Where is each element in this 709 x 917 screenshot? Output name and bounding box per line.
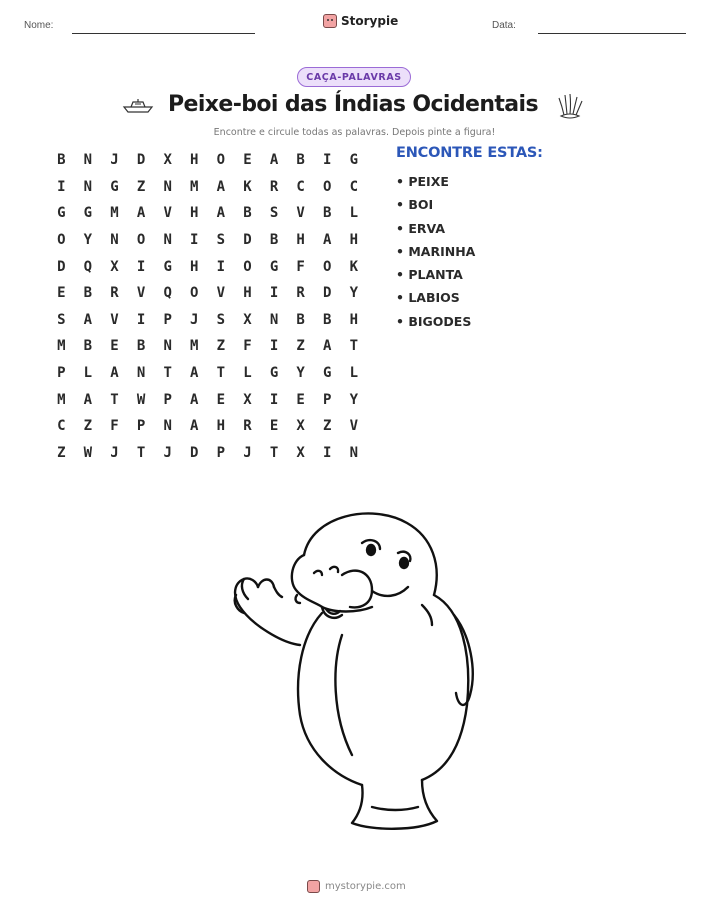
grid-letter[interactable]: Y — [83, 232, 93, 249]
date-label: Data: — [492, 20, 516, 31]
footer — [307, 880, 406, 893]
grid-letter[interactable]: A — [136, 205, 146, 222]
grid-letter[interactable]: G — [269, 258, 279, 275]
grid-letter[interactable]: N — [83, 152, 93, 169]
grid-letter[interactable]: L — [349, 365, 359, 382]
grid-letter[interactable]: A — [83, 391, 93, 408]
grid-letter[interactable]: X — [296, 444, 305, 461]
word-search-grid[interactable] — [48, 147, 367, 466]
grid-row — [48, 307, 367, 334]
grid-letter[interactable]: P — [163, 391, 172, 408]
grid-letter[interactable]: I — [136, 311, 146, 328]
grid-letter[interactable]: A — [323, 232, 332, 249]
grid-letter[interactable]: S — [269, 205, 279, 222]
grid-row — [48, 440, 367, 467]
grid-letter[interactable]: R — [296, 285, 305, 302]
grid-letter[interactable]: B — [57, 152, 66, 169]
boat-icon — [122, 98, 154, 118]
grid-letter[interactable]: S — [216, 311, 226, 328]
manatee-illustration — [222, 495, 492, 839]
grid-letter[interactable]: X — [163, 152, 172, 169]
grid-letter[interactable]: S — [57, 311, 66, 328]
grid-row — [48, 147, 367, 174]
grid-letter[interactable]: Y — [349, 285, 359, 302]
page-title: Peixe-boi das Índias Ocidentais — [168, 92, 538, 117]
grid-letter[interactable]: N — [136, 365, 146, 382]
name-label: Nome: — [24, 20, 54, 31]
grid-letter[interactable]: B — [83, 285, 93, 302]
grid-letter[interactable]: G — [323, 365, 332, 382]
storypie-logo-icon — [323, 14, 337, 28]
grid-letter[interactable]: D — [136, 152, 146, 169]
grid-letter[interactable]: H — [349, 311, 359, 328]
grid-letter[interactable]: P — [136, 418, 146, 435]
grid-row — [48, 280, 367, 307]
grid-letter[interactable]: O — [216, 152, 226, 169]
grid-letter[interactable]: G — [163, 258, 172, 275]
grid-letter[interactable]: Z — [216, 338, 226, 355]
grid-letter[interactable]: E — [269, 418, 279, 435]
grid-letter[interactable]: K — [349, 258, 359, 275]
grid-letter[interactable]: N — [349, 444, 359, 461]
grid-letter[interactable]: P — [216, 444, 226, 461]
grid-letter[interactable]: J — [110, 444, 119, 461]
grid-letter[interactable]: F — [243, 338, 252, 355]
grid-letter[interactable]: Q — [83, 258, 93, 275]
word-item: • BOI — [396, 197, 434, 213]
date-line[interactable] — [538, 33, 686, 34]
grid-letter[interactable]: O — [323, 178, 332, 195]
grid-letter[interactable]: N — [269, 311, 279, 328]
grid-letter[interactable]: H — [190, 258, 199, 275]
grid-letter[interactable]: T — [163, 365, 172, 382]
grid-letter[interactable]: Q — [163, 285, 172, 302]
seagrass-icon — [556, 92, 584, 124]
grid-letter[interactable]: Z — [57, 444, 66, 461]
grid-letter[interactable]: G — [110, 178, 119, 195]
grid-letter[interactable]: V — [349, 418, 359, 435]
word-list-title: ENCONTRE ESTAS: — [396, 145, 543, 161]
grid-row — [48, 174, 367, 201]
grid-letter[interactable]: M — [57, 338, 66, 355]
word-item: • BIGODES — [396, 313, 472, 329]
grid-letter[interactable]: A — [323, 338, 332, 355]
grid-letter[interactable]: E — [110, 338, 119, 355]
grid-letter[interactable]: N — [163, 178, 172, 195]
grid-letter[interactable]: N — [163, 418, 172, 435]
grid-letter[interactable]: G — [269, 365, 279, 382]
grid-letter[interactable]: L — [243, 365, 252, 382]
grid-letter[interactable]: M — [190, 178, 199, 195]
grid-letter[interactable]: V — [296, 205, 305, 222]
grid-letter[interactable]: B — [136, 338, 146, 355]
grid-letter[interactable]: W — [83, 444, 93, 461]
grid-letter[interactable]: D — [57, 258, 66, 275]
grid-letter[interactable]: O — [190, 285, 199, 302]
grid-letter[interactable]: H — [216, 418, 226, 435]
grid-letter[interactable]: R — [269, 178, 279, 195]
grid-letter[interactable]: E — [216, 391, 226, 408]
grid-letter[interactable]: F — [110, 418, 119, 435]
grid-letter[interactable]: J — [190, 311, 199, 328]
grid-letter[interactable]: G — [57, 205, 66, 222]
grid-letter[interactable]: B — [296, 311, 305, 328]
grid-letter[interactable]: R — [243, 418, 252, 435]
grid-letter[interactable]: I — [57, 178, 66, 195]
grid-letter[interactable]: C — [349, 178, 359, 195]
grid-letter[interactable]: O — [136, 232, 146, 249]
grid-letter[interactable]: G — [349, 152, 359, 169]
grid-letter[interactable]: I — [323, 444, 332, 461]
grid-letter[interactable]: A — [269, 152, 279, 169]
grid-letter[interactable]: X — [243, 311, 252, 328]
grid-letter[interactable]: Y — [296, 365, 305, 382]
grid-letter[interactable]: O — [323, 258, 332, 275]
grid-letter[interactable]: B — [269, 232, 279, 249]
grid-letter[interactable]: T — [349, 338, 359, 355]
word-item: • MARINHA — [396, 243, 476, 259]
brand-name: Storypie — [341, 14, 399, 28]
grid-letter[interactable]: B — [296, 152, 305, 169]
grid-letter[interactable]: M — [190, 338, 199, 355]
storypie-logo-icon — [307, 880, 320, 893]
grid-letter[interactable]: W — [136, 391, 146, 408]
grid-letter[interactable]: T — [216, 365, 226, 382]
word-list — [396, 170, 475, 333]
grid-letter[interactable]: T — [269, 444, 279, 461]
grid-letter[interactable]: Z — [323, 418, 332, 435]
grid-letter[interactable]: V — [216, 285, 226, 302]
instructions: Encontre e circule todas as palavras. Depois pinte a figura! — [213, 127, 496, 138]
grid-letter[interactable]: I — [269, 338, 279, 355]
grid-letter[interactable]: X — [243, 391, 252, 408]
grid-letter[interactable]: N — [163, 232, 172, 249]
grid-letter[interactable]: A — [216, 178, 226, 195]
grid-row — [48, 386, 367, 413]
grid-letter[interactable]: V — [163, 205, 172, 222]
grid-letter[interactable]: I — [269, 391, 279, 408]
category-badge: CAÇA-PALAVRAS — [297, 67, 411, 87]
grid-letter[interactable]: I — [323, 152, 332, 169]
grid-letter[interactable]: H — [243, 285, 252, 302]
grid-letter[interactable]: N — [110, 232, 119, 249]
grid-letter[interactable]: B — [243, 205, 252, 222]
grid-letter[interactable]: F — [296, 258, 305, 275]
word-item: • PEIXE — [396, 174, 449, 189]
grid-letter[interactable]: I — [136, 258, 146, 275]
grid-letter[interactable]: Z — [296, 338, 305, 355]
grid-letter[interactable]: L — [83, 365, 93, 382]
grid-letter[interactable]: J — [163, 444, 172, 461]
grid-letter[interactable]: E — [57, 285, 66, 302]
grid-letter[interactable]: O — [243, 258, 252, 275]
name-line[interactable] — [72, 33, 255, 34]
grid-letter[interactable]: T — [136, 444, 146, 461]
grid-letter[interactable]: M — [110, 205, 119, 222]
grid-letter[interactable]: J — [110, 152, 119, 169]
grid-letter[interactable]: E — [296, 391, 305, 408]
word-item: • LABIOS — [396, 290, 460, 306]
grid-letter[interactable]: Z — [83, 418, 93, 435]
grid-row — [48, 413, 367, 440]
grid-letter[interactable]: H — [190, 205, 199, 222]
grid-letter[interactable]: R — [110, 285, 119, 302]
grid-letter[interactable]: M — [57, 391, 66, 408]
grid-letter[interactable]: I — [269, 285, 279, 302]
grid-letter[interactable]: H — [190, 152, 199, 169]
grid-letter[interactable]: B — [323, 205, 332, 222]
grid-letter[interactable]: B — [323, 311, 332, 328]
grid-letter[interactable]: V — [110, 311, 119, 328]
grid-letter[interactable]: V — [136, 285, 146, 302]
grid-letter[interactable]: P — [323, 391, 332, 408]
grid-letter[interactable]: A — [83, 311, 93, 328]
grid-row — [48, 200, 367, 227]
grid-letter[interactable]: I — [216, 258, 226, 275]
grid-letter[interactable]: O — [57, 232, 66, 249]
grid-letter[interactable]: P — [57, 365, 66, 382]
grid-letter[interactable]: H — [349, 232, 359, 249]
grid-letter[interactable]: D — [190, 444, 199, 461]
grid-letter[interactable]: A — [216, 205, 226, 222]
grid-row — [48, 333, 367, 360]
grid-letter[interactable]: L — [349, 205, 359, 222]
grid-letter[interactable]: B — [83, 338, 93, 355]
grid-letter[interactable]: N — [83, 178, 93, 195]
grid-letter[interactable]: A — [190, 418, 199, 435]
grid-letter[interactable]: D — [323, 285, 332, 302]
grid-row — [48, 360, 367, 387]
grid-letter[interactable]: E — [243, 152, 252, 169]
grid-letter[interactable]: A — [190, 365, 199, 382]
word-item: • ERVA — [396, 220, 446, 236]
grid-letter[interactable]: X — [110, 258, 119, 275]
word-item: • PLANTA — [396, 267, 463, 283]
grid-letter[interactable]: Y — [349, 391, 359, 408]
brand-header — [323, 14, 398, 28]
grid-letter[interactable]: S — [216, 232, 226, 249]
grid-letter[interactable]: I — [190, 232, 199, 249]
grid-letter[interactable]: G — [83, 205, 93, 222]
title-row — [0, 92, 709, 122]
grid-letter[interactable]: K — [243, 178, 252, 195]
grid-row — [48, 253, 367, 280]
footer-url[interactable]: mystorypie.com — [325, 881, 406, 892]
grid-letter[interactable]: C — [57, 418, 66, 435]
grid-letter[interactable]: H — [296, 232, 305, 249]
grid-letter[interactable]: P — [163, 311, 172, 328]
grid-letter[interactable]: N — [163, 338, 172, 355]
grid-letter[interactable]: C — [296, 178, 305, 195]
grid-letter[interactable]: T — [110, 391, 119, 408]
grid-letter[interactable]: A — [110, 365, 119, 382]
grid-letter[interactable]: Z — [136, 178, 146, 195]
grid-letter[interactable]: D — [243, 232, 252, 249]
grid-row — [48, 227, 367, 254]
grid-letter[interactable]: J — [243, 444, 252, 461]
grid-letter[interactable]: A — [190, 391, 199, 408]
grid-letter[interactable]: X — [296, 418, 305, 435]
